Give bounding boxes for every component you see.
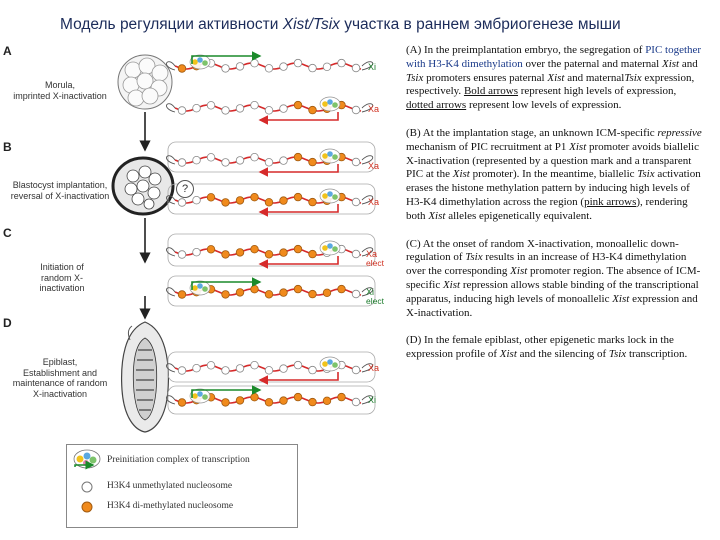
unmethylated-nucleosome bbox=[265, 65, 273, 73]
chrom-label-b-bottom: Xa bbox=[368, 197, 380, 207]
unmethylated-nucleosome bbox=[352, 398, 360, 406]
unmethylated-nucleosome bbox=[251, 361, 259, 369]
unmethylated-nucleosome bbox=[193, 364, 201, 372]
epiblast-icon bbox=[122, 322, 169, 432]
dimethylated-nucleosome bbox=[178, 65, 186, 73]
description-segment: expression and X-inactivation. bbox=[406, 292, 698, 319]
dimethylated-nucleosome bbox=[309, 250, 317, 258]
pic-subunit bbox=[322, 101, 328, 107]
description-segment: repressive bbox=[657, 126, 702, 139]
description-segment: transcription. bbox=[626, 348, 688, 361]
legend-item-unmethylated: H3K4 unmethylated nucleosome bbox=[107, 481, 233, 491]
dimethylated-nucleosome bbox=[222, 251, 230, 259]
title-text-end: участка в раннем эмбриогенезе мыши bbox=[339, 16, 621, 33]
pic-subunit bbox=[327, 99, 333, 105]
dimethylated-nucleosome bbox=[236, 197, 244, 205]
legend-box bbox=[66, 444, 298, 528]
unmethylated-nucleosome bbox=[309, 64, 317, 72]
dimethylated-nucleosome bbox=[338, 285, 346, 293]
description-segment: Tsix bbox=[465, 251, 483, 264]
dimethylated-nucleosome bbox=[265, 199, 273, 207]
pic-subunit bbox=[202, 286, 208, 292]
pic-subunit bbox=[192, 285, 198, 291]
chrom-label-a-bottom: Xa bbox=[368, 104, 380, 114]
unmethylated-nucleosome bbox=[236, 157, 244, 165]
dimethylated-nucleosome bbox=[222, 399, 230, 407]
unmethylated-nucleosome bbox=[265, 367, 273, 375]
unmethylated-nucleosome bbox=[251, 59, 259, 67]
dimethylated-nucleosome bbox=[178, 399, 186, 407]
unmethylated-nucleosome bbox=[352, 366, 360, 374]
pic-subunit bbox=[332, 154, 338, 160]
description-b bbox=[406, 127, 706, 224]
unmethylated-nucleosome bbox=[207, 154, 215, 162]
unmethylated-nucleosome bbox=[280, 365, 288, 373]
description-segment: and maternal bbox=[564, 71, 625, 84]
description-segment: ), rendering both bbox=[406, 195, 688, 222]
description-segment: Tsix bbox=[624, 71, 642, 84]
chromosome-end bbox=[166, 104, 175, 112]
unmethylated-nucleosome bbox=[222, 159, 230, 167]
description-segment: and bbox=[679, 57, 698, 70]
description-segment: activation erases the histone methylation pattern by inducing high levels of H3-K4 dimethylation across the region ( bbox=[406, 168, 701, 208]
description-segment: Xist bbox=[510, 265, 528, 278]
description-segment: promoter). In the meantime, biallelic bbox=[469, 168, 638, 181]
unmethylated-nucleosome bbox=[265, 107, 273, 115]
dimethylated-nucleosome bbox=[294, 245, 302, 253]
dimethylated-nucleosome bbox=[294, 193, 302, 201]
pic-subunit bbox=[327, 191, 333, 197]
question-mark-icon: ? bbox=[176, 180, 194, 198]
description-segment: promoter avoids biallelic X-inactivation (represented by a question mark and a transparent PIC at the bbox=[406, 140, 699, 181]
stage-label-blastocyst: Blastocyst implantation, reversal of X-inactivation bbox=[10, 180, 110, 201]
chrom-label-c-top: Xa elect bbox=[366, 249, 384, 268]
pic-subunit bbox=[322, 361, 328, 367]
pic-subunit bbox=[322, 153, 328, 159]
description-segment: Xist bbox=[442, 278, 461, 291]
chrom-label-b-top: Xa bbox=[368, 161, 380, 171]
description-segment: dotted arrows bbox=[406, 99, 467, 112]
pic-subunit bbox=[202, 394, 208, 400]
chrom-label-d-bottom: Xi bbox=[368, 395, 377, 405]
pic-subunit bbox=[192, 393, 198, 399]
dimethylated-nucleosome bbox=[236, 249, 244, 257]
description-segment: Tsix bbox=[406, 71, 424, 84]
pic-subunit bbox=[327, 243, 333, 249]
pic-subunit bbox=[327, 151, 333, 157]
unmethylated-nucleosome bbox=[280, 63, 288, 71]
description-segment: repression allows stable binding of the transcriptional apparatus, inducing high levels of monoallelic bbox=[406, 278, 699, 305]
dimethylated-nucleosome bbox=[251, 285, 259, 293]
unmethylated-nucleosome bbox=[207, 362, 215, 370]
pic-subunit bbox=[332, 194, 338, 200]
title-text: Модель регуляции активности bbox=[60, 16, 283, 33]
unmethylated-nucleosome bbox=[352, 158, 360, 166]
panel-letter-b: B bbox=[3, 140, 12, 154]
description-segment: (B) At the implantation stage, an unknown ICM-specific bbox=[406, 126, 658, 139]
dimethylated-nucleosome bbox=[251, 393, 259, 401]
pic-complex-icon bbox=[74, 450, 100, 468]
unmethylated-nucleosome bbox=[251, 153, 259, 161]
unmethylated-nucleosome bbox=[294, 361, 302, 369]
dimethylated-nucleosome bbox=[280, 197, 288, 205]
chrom-label-d-top: Xa bbox=[368, 363, 380, 373]
description-segment: Xist bbox=[612, 292, 630, 305]
dimethylated-nucleosome bbox=[294, 153, 302, 161]
description-segment: Xist bbox=[662, 57, 680, 70]
pic-subunit bbox=[197, 57, 203, 63]
description-segment: promoter region. The absence of ICM-specific bbox=[406, 265, 701, 291]
description-column bbox=[406, 44, 706, 376]
dimethylated-nucleosome bbox=[222, 291, 230, 299]
dimethylated-nucleosome bbox=[294, 393, 302, 401]
pic-subunit bbox=[322, 245, 328, 251]
unmethylated-nucleosome bbox=[265, 159, 273, 167]
unmethylated-nucleosome bbox=[352, 106, 360, 114]
dimethylated-nucleosome bbox=[207, 246, 215, 254]
unmethylated-nucleosome bbox=[323, 63, 331, 71]
stage-label-morula: Morula, imprinted X-inactivation bbox=[13, 80, 107, 101]
pic-subunit bbox=[202, 60, 208, 66]
unmethylated-nucleosome bbox=[236, 63, 244, 71]
unmethylated-nucleosome bbox=[280, 105, 288, 113]
unmethylated-nucleosome bbox=[222, 367, 230, 375]
pic-subunit bbox=[192, 59, 198, 65]
dimethylated-nucleosome bbox=[309, 290, 317, 298]
dimethylated-nucleosome bbox=[294, 101, 302, 109]
dimethylated-nucleosome bbox=[251, 193, 259, 201]
unmethylated-nucleosome bbox=[352, 198, 360, 206]
description-segment: represent low levels of expression. bbox=[466, 99, 622, 112]
unmethylated-nucleosome bbox=[222, 107, 230, 115]
dimethylated-nucleosome bbox=[265, 251, 273, 259]
dimethylated-nucleosome bbox=[178, 291, 186, 299]
dimethylated-nucleosome bbox=[236, 289, 244, 297]
chrom-label-c-bottom: Xi elect bbox=[366, 287, 384, 306]
unmethylated-nucleosome bbox=[193, 156, 201, 164]
pic-subunit bbox=[327, 359, 333, 365]
dimethylated-nucleosome bbox=[280, 397, 288, 405]
dimethylated-nucleosome bbox=[338, 393, 346, 401]
description-segment: Xist bbox=[569, 140, 587, 153]
unmethylated-nucleosome bbox=[236, 105, 244, 113]
pic-subunit bbox=[322, 193, 328, 199]
description-segment: (A) In the preimplantation embryo, the segregation of bbox=[406, 44, 646, 56]
description-segment: pink arrows bbox=[584, 195, 637, 208]
orange-nucleosome-icon bbox=[82, 502, 92, 512]
dimethylated-nucleosome bbox=[280, 249, 288, 257]
unmethylated-nucleosome bbox=[352, 250, 360, 258]
unmethylated-nucleosome bbox=[178, 107, 186, 115]
description-segment: Xist bbox=[499, 348, 517, 361]
stage-label-initiation: Initiation of random X- inactivation bbox=[39, 262, 85, 293]
unmethylated-nucleosome bbox=[178, 159, 186, 167]
chrom-label-a-top: Xi bbox=[368, 62, 377, 72]
legend-item-pic: Preinitiation complex of transcription bbox=[107, 455, 250, 465]
pic-subunit bbox=[332, 102, 338, 108]
dimethylated-nucleosome bbox=[265, 291, 273, 299]
unmethylated-nucleosome bbox=[338, 59, 346, 67]
description-d bbox=[406, 334, 706, 362]
panel-letter-a: A bbox=[3, 44, 12, 58]
dimethylated-nucleosome bbox=[222, 199, 230, 207]
morula-icon bbox=[118, 55, 172, 109]
dimethylated-nucleosome bbox=[309, 158, 317, 166]
description-segment: (D) In the female epiblast, other epigenetic marks lock in the expression profile of bbox=[406, 334, 674, 361]
description-segment: PIC together with H3-K4 dimethylation bbox=[406, 44, 702, 70]
description-segment: represent high levels of expression, bbox=[518, 85, 677, 98]
description-segment: results in an increase of H3-K4 dimethylation over the corresponding bbox=[406, 251, 687, 278]
unmethylated-nucleosome bbox=[294, 59, 302, 67]
unmethylated-nucleosome bbox=[236, 365, 244, 373]
legend-item-dimethylated: H3K4 di-methylated nucleosome bbox=[107, 501, 234, 511]
description-segment: and the silencing of bbox=[516, 348, 609, 361]
dimethylated-nucleosome bbox=[265, 399, 273, 407]
dimethylated-nucleosome bbox=[309, 198, 317, 206]
unmethylated-nucleosome bbox=[193, 248, 201, 256]
description-segment: (C) At the onset of random X-inactivation, monoallelic down-regulation of bbox=[406, 237, 679, 264]
dimethylated-nucleosome bbox=[309, 106, 317, 114]
unmethylated-nucleosome bbox=[207, 102, 215, 110]
pic-subunit bbox=[332, 246, 338, 252]
description-segment: Tsix bbox=[637, 168, 655, 181]
description-segment: Xist bbox=[452, 168, 470, 181]
unmethylated-nucleosome bbox=[178, 251, 186, 259]
title-gene-name: Xist/Tsix bbox=[282, 16, 340, 33]
description-c bbox=[406, 238, 706, 321]
dimethylated-nucleosome bbox=[207, 194, 215, 202]
description-segment: alleles epigenetically equivalent. bbox=[445, 209, 593, 222]
white-nucleosome-icon bbox=[82, 482, 92, 492]
dimethylated-nucleosome bbox=[294, 285, 302, 293]
description-segment: Xist bbox=[428, 209, 446, 222]
dimethylated-nucleosome bbox=[280, 289, 288, 297]
panel-letter-c: C bbox=[3, 226, 12, 240]
unmethylated-nucleosome bbox=[280, 157, 288, 165]
blastocyst-icon bbox=[113, 158, 173, 214]
dimethylated-nucleosome bbox=[236, 397, 244, 405]
unmethylated-nucleosome bbox=[251, 101, 259, 109]
description-segment: Xist bbox=[547, 71, 565, 84]
panel-letter-d: D bbox=[3, 316, 12, 330]
unmethylated-nucleosome bbox=[193, 104, 201, 112]
dimethylated-nucleosome bbox=[309, 398, 317, 406]
dimethylated-nucleosome bbox=[251, 245, 259, 253]
unmethylated-nucleosome bbox=[193, 196, 201, 204]
dimethylated-nucleosome bbox=[323, 397, 331, 405]
description-segment: promoters ensures paternal bbox=[423, 71, 548, 84]
unmethylated-nucleosome bbox=[178, 199, 186, 207]
pic-subunit bbox=[332, 362, 338, 368]
unmethylated-nucleosome bbox=[309, 366, 317, 374]
description-segment: mechanism of PIC recruitment at P1 bbox=[406, 140, 570, 153]
description-segment: Bold arrows bbox=[463, 85, 519, 98]
chromosome-tracks bbox=[166, 55, 375, 414]
unmethylated-nucleosome bbox=[178, 367, 186, 375]
unmethylated-nucleosome bbox=[352, 290, 360, 298]
description-segment: over the paternal and maternal bbox=[522, 57, 662, 70]
stage-label-epiblast: Epiblast, Establishment and maintenance of random X-inactivation bbox=[12, 357, 108, 399]
pic-subunit bbox=[197, 391, 203, 397]
unmethylated-nucleosome bbox=[222, 65, 230, 73]
description-segment: Tsix bbox=[608, 348, 627, 361]
unmethylated-nucleosome bbox=[352, 64, 360, 72]
dimethylated-nucleosome bbox=[323, 289, 331, 297]
description-a bbox=[406, 44, 706, 113]
description-segment: expression, respectively. bbox=[406, 71, 695, 98]
pic-subunit bbox=[197, 283, 203, 289]
